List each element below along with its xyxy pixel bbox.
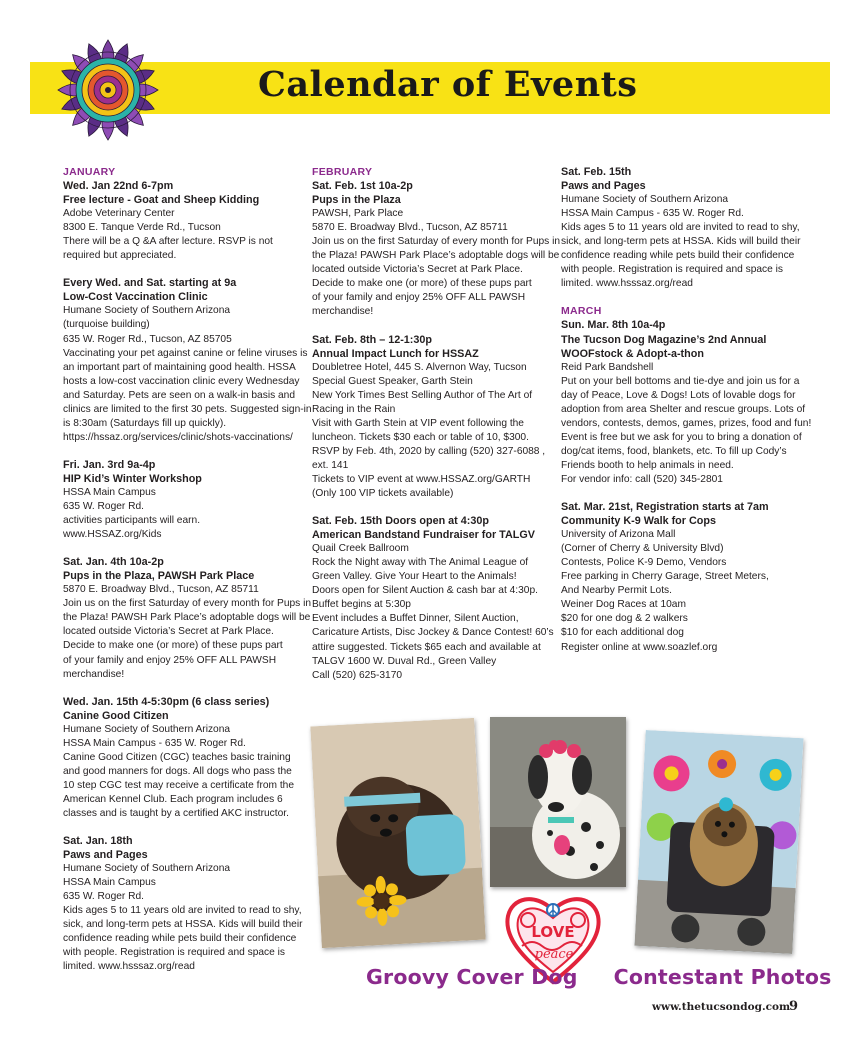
event-title: American Bandstand Fundraiser for TALGV xyxy=(312,529,535,542)
events-column-1 xyxy=(63,165,312,987)
event-detail-line: is 8:30am (Saturdays fill up quickly). xyxy=(63,417,227,429)
event-datetime: Sat. Feb. 8th – 12-1:30p xyxy=(312,333,433,346)
event-detail-line: sick, and long-term pets at HSSA. Kids will build their xyxy=(63,919,303,931)
event-detail-line: Put on your bell bottoms and tie-dye and join us for a xyxy=(561,375,800,387)
event-detail-line: clinics are limited to the first 30 pets. Suggested sign-in xyxy=(63,403,312,415)
event-entry xyxy=(561,318,811,487)
event-detail-line: activities participants will earn. xyxy=(63,515,201,527)
event-detail-line: located outside Victoria’s Secret at Park Place. xyxy=(63,626,274,638)
event-title: Annual Impact Lunch for HSSAZ xyxy=(312,347,479,360)
event-title: Free lecture - Goat and Sheep Kidding xyxy=(63,194,260,207)
event-detail-line: ext. 141 xyxy=(312,459,349,471)
event-detail-line: Reid Park Bandshell xyxy=(561,361,654,373)
event-detail-line: Buffet begins at 5:30p xyxy=(312,599,411,611)
event-datetime: Sat. Jan. 18th xyxy=(63,835,133,848)
event-detail-line: 8300 E. Tanque Verde Rd., Tucson xyxy=(63,222,221,234)
event-detail-line: $20 for one dog & 2 walkers xyxy=(561,613,688,625)
caption-left: Groovy Cover Dog xyxy=(366,965,578,989)
footer-url[interactable]: www.thetucsondog.com xyxy=(652,1001,791,1013)
event-entry xyxy=(561,165,811,291)
event-title: Community K-9 Walk for Cops xyxy=(561,515,716,528)
event-entry xyxy=(312,179,561,319)
event-detail-line: New York Times Best Selling Author of The Art of xyxy=(312,389,533,401)
event-detail-line: dog/cat items, food, blankets, etc. To fill up Cody’s xyxy=(561,445,787,457)
event-entry xyxy=(312,333,552,502)
event-detail-line: merchandise! xyxy=(312,306,374,318)
event-entry xyxy=(312,514,552,683)
event-detail-line: sick, and long-term pets at HSSA. Kids will build their xyxy=(561,236,801,248)
event-detail-line: For vendor info: call (520) 345-2801 xyxy=(561,473,723,485)
event-detail-line: $10 for each additional dog xyxy=(561,627,684,639)
event-datetime: Sat. Feb. 15th Doors open at 4:30p xyxy=(312,515,489,528)
event-entry xyxy=(63,555,312,681)
event-datetime: Sat. Feb. 1st 10a-2p xyxy=(312,180,413,193)
event-detail-line: Rock the Night away with The Animal League of xyxy=(312,557,529,569)
event-detail-line: HSSA Main Campus xyxy=(63,877,156,889)
event-link[interactable]: limited. www.hsssaz.org/read xyxy=(561,278,693,290)
event-detail-line: HSSA Main Campus - 635 W. Roger Rd. xyxy=(561,208,744,220)
event-detail-line: Decide to make one (or more) of these pups part xyxy=(63,640,283,652)
event-datetime: Every Wed. and Sat. starting at 9a xyxy=(63,277,237,290)
event-detail-line: PAWSH, Park Place xyxy=(312,208,404,220)
event-title: Pups in the Plaza xyxy=(312,194,401,207)
event-detail-line: Call (520) 625-3170 xyxy=(312,669,403,681)
event-detail-line: University of Arizona Mall xyxy=(561,529,676,541)
page-number: 9 xyxy=(789,999,799,1014)
month-heading: JANUARY xyxy=(63,166,116,178)
event-title: Pups in the Plaza, PAWSH Park Place xyxy=(63,570,255,583)
event-detail-line: TALGV 1600 W. Duval Rd., Green Valley xyxy=(312,655,497,667)
event-entry xyxy=(63,695,303,821)
event-datetime: Wed. Jan. 15th 4-5:30pm (6 class series) xyxy=(63,695,270,708)
event-detail-line: (turquoise building) xyxy=(63,319,150,331)
event-detail-line: merchandise! xyxy=(63,668,125,680)
event-link[interactable]: Tickets to VIP event at www.HSSAZ.org/GARTH xyxy=(312,473,531,485)
event-detail-line: 635 W. Roger Rd. xyxy=(63,891,144,903)
event-detail-line: Doors open for Silent Auction & cash bar at 4:30p. xyxy=(312,585,538,597)
event-detail-line: classes and is taught by a certified AKC instructor. xyxy=(63,807,289,819)
event-detail-line: Join us on the first Saturday of every month for Pups in xyxy=(312,236,561,248)
event-detail-line: vendors, contests, demos, games, prizes, food and fun! xyxy=(561,417,812,429)
event-entry xyxy=(63,834,303,974)
event-detail-line: located outside Victoria’s Secret at Park Place. xyxy=(312,264,523,276)
contestant-photo-great-dane xyxy=(490,717,626,887)
event-detail-line: confidence reading while pets build their confidence xyxy=(63,933,297,945)
heart-love-text: LOVE xyxy=(531,923,575,941)
event-detail-line: Kids ages 5 to 11 years old are invited to read to shy, xyxy=(561,222,800,234)
event-entry xyxy=(63,458,303,542)
event-detail-line: 5870 E. Broadway Blvd., Tucson, AZ 85711 xyxy=(63,584,259,596)
event-detail-line: Humane Society of Southern Arizona xyxy=(561,194,729,206)
event-datetime: Sun. Mar. 8th 10a-4p xyxy=(561,319,666,332)
event-detail-line: 10 step CGC test may receive a certificate from the xyxy=(63,779,295,791)
event-link[interactable]: Register online at www.soazlef.org xyxy=(561,641,718,653)
event-detail-line: day of Peace, Love & Dogs! Lots of lovable dogs for xyxy=(561,389,796,401)
event-detail-line: Quail Creek Ballroom xyxy=(312,543,409,555)
event-datetime: Sat. Mar. 21st, Registration starts at 7am xyxy=(561,501,769,514)
event-detail-line: of your family and enjoy 25% OFF ALL PAWSH xyxy=(63,654,277,666)
event-title: The Tucson Dog Magazine’s 2nd Annual xyxy=(561,333,767,346)
event-detail-line: with people. Registration is required and space is xyxy=(561,264,783,276)
event-link[interactable]: https://hssaz.org/services/clinic/shots-vaccinations/ xyxy=(63,431,293,443)
event-detail-line: Friends booth to help animals in need. xyxy=(561,459,734,471)
event-datetime: Fri. Jan. 3rd 9a-4p xyxy=(63,458,156,471)
event-detail-line: 5870 E. Broadway Blvd., Tucson, AZ 85711 xyxy=(312,222,508,234)
caption-right: Contestant Photos xyxy=(613,965,832,989)
month-heading: MARCH xyxy=(561,305,602,318)
event-detail-line: Humane Society of Southern Arizona xyxy=(63,723,231,735)
event-detail-line: adoption from area Shelter and rescue groups. Lots of xyxy=(561,403,806,415)
event-entry xyxy=(561,500,811,655)
event-detail-line: required but appreciated. xyxy=(63,250,177,262)
event-detail-line: Humane Society of Southern Arizona xyxy=(63,305,231,317)
event-detail-line: Racing in the Rain xyxy=(312,403,396,415)
page-title: Calendar of Events xyxy=(258,64,638,105)
event-detail-line: of your family and enjoy 25% OFF ALL PAWSH xyxy=(312,292,526,304)
event-detail-line: Green Valley. Give Your Heart to the Animals! xyxy=(312,571,517,583)
event-detail-line: the Plaza! PAWSH Park Place’s adoptable dogs will be xyxy=(312,250,560,262)
event-detail-line: an important part of maintaining good health. HSSA xyxy=(63,361,296,373)
event-detail-line: Doubletree Hotel, 445 S. Alvernon Way, Tucson xyxy=(312,361,527,373)
event-datetime: Wed. Jan 22nd 6-7pm xyxy=(63,180,174,193)
event-detail-line: Kids ages 5 to 11 years old are invited to read to shy, xyxy=(63,905,302,917)
event-detail-line: attire suggested. Tickets $65 each and available at xyxy=(312,641,541,653)
event-datetime: Sat. Feb. 15th xyxy=(561,166,632,178)
event-detail-line: American Kennel Club. Each program includes 6 xyxy=(63,793,283,805)
event-entry xyxy=(63,179,303,263)
event-detail-line: Event is free but we ask for you to bring a donation of xyxy=(561,431,802,443)
event-title: Paws and Pages xyxy=(63,849,148,862)
month-heading: FEBRUARY xyxy=(312,166,373,178)
event-link[interactable]: limited. www.hsssaz.org/read xyxy=(63,961,195,973)
contestant-photo-shih-tzu xyxy=(310,718,485,948)
event-title: Canine Good Citizen xyxy=(63,709,169,722)
event-detail-line: confidence reading while pets build their confidence xyxy=(561,250,795,262)
event-detail-line: There will be a Q &A after lecture. RSVP is not xyxy=(63,236,273,248)
event-detail-line: RSVP by Feb. 4th, 2020 by calling (520) 327-6088 , xyxy=(312,445,546,457)
contestant-photo-yorkie xyxy=(634,730,803,954)
event-detail-line: And Nearby Permit Lots. xyxy=(561,585,672,597)
event-detail-line: Special Guest Speaker, Garth Stein xyxy=(312,375,473,387)
event-detail-line: Contests, Police K-9 Demo, Vendors xyxy=(561,557,727,569)
event-detail-line: (Corner of Cherry & University Blvd) xyxy=(561,543,724,555)
photos-caption xyxy=(366,965,832,989)
event-detail-line: 635 W. Roger Rd., Tucson, AZ 85705 xyxy=(63,333,232,345)
event-detail-line: HSSA Main Campus - 635 W. Roger Rd. xyxy=(63,737,246,749)
heart-peace-text: peace xyxy=(534,947,574,962)
event-detail-line: the Plaza! PAWSH Park Place’s adoptable dogs will be xyxy=(63,612,311,624)
event-title: Paws and Pages xyxy=(561,180,646,193)
event-detail-line: Canine Good Citizen (CGC) teaches basic training xyxy=(63,751,291,763)
event-detail-line: 635 W. Roger Rd. xyxy=(63,501,144,513)
event-link[interactable]: www.HSSAZ.org/Kids xyxy=(63,529,162,541)
event-detail-line: and Saturday. Pets are seen on a walk-in basis and xyxy=(63,389,295,401)
event-detail-line: Weiner Dog Races at 10am xyxy=(561,599,686,611)
event-detail-line: Free parking in Cherry Garage, Street Meters, xyxy=(561,571,769,583)
event-detail-line: Caricature Artists, Disc Jockey & Dance Contest! 60’s xyxy=(312,627,554,639)
event-detail-line: Decide to make one (or more) of these pups part xyxy=(312,278,532,290)
event-detail-line: hosts a low-cost vaccination clinic every Wednesday xyxy=(63,375,300,387)
event-title: HIP Kid’s Winter Workshop xyxy=(63,472,202,485)
event-detail-line: (Only 100 VIP tickets available) xyxy=(312,488,454,500)
event-detail-line: Join us on the first Saturday of every month for Pups in xyxy=(63,598,312,610)
event-detail-line: and good manners for dogs. All dogs who pass the xyxy=(63,765,292,777)
event-title: Low-Cost Vaccination Clinic xyxy=(63,291,208,304)
event-detail-line: Humane Society of Southern Arizona xyxy=(63,863,231,875)
event-detail-line: HSSA Main Campus xyxy=(63,486,156,498)
event-datetime: Sat. Jan. 4th 10a-2p xyxy=(63,556,164,569)
event-detail-line: Visit with Garth Stein at VIP event following the xyxy=(312,417,524,429)
event-title: WOOFstock & Adopt-a-thon xyxy=(561,347,704,360)
event-detail-line: Adobe Veterinary Center xyxy=(63,208,175,220)
events-column-2 xyxy=(312,165,561,696)
event-detail-line: Event includes a Buffet Dinner, Silent Auction, xyxy=(312,613,519,625)
event-detail-line: with people. Registration is required and space is xyxy=(63,947,285,959)
mandala-ornament xyxy=(56,38,160,142)
event-entry xyxy=(63,276,312,445)
events-column-3 xyxy=(561,165,811,668)
event-detail-line: Vaccinating your pet against canine or feline viruses is xyxy=(63,347,308,359)
event-detail-line: luncheon. Tickets $30 each or table of 10, $300. xyxy=(312,431,529,443)
